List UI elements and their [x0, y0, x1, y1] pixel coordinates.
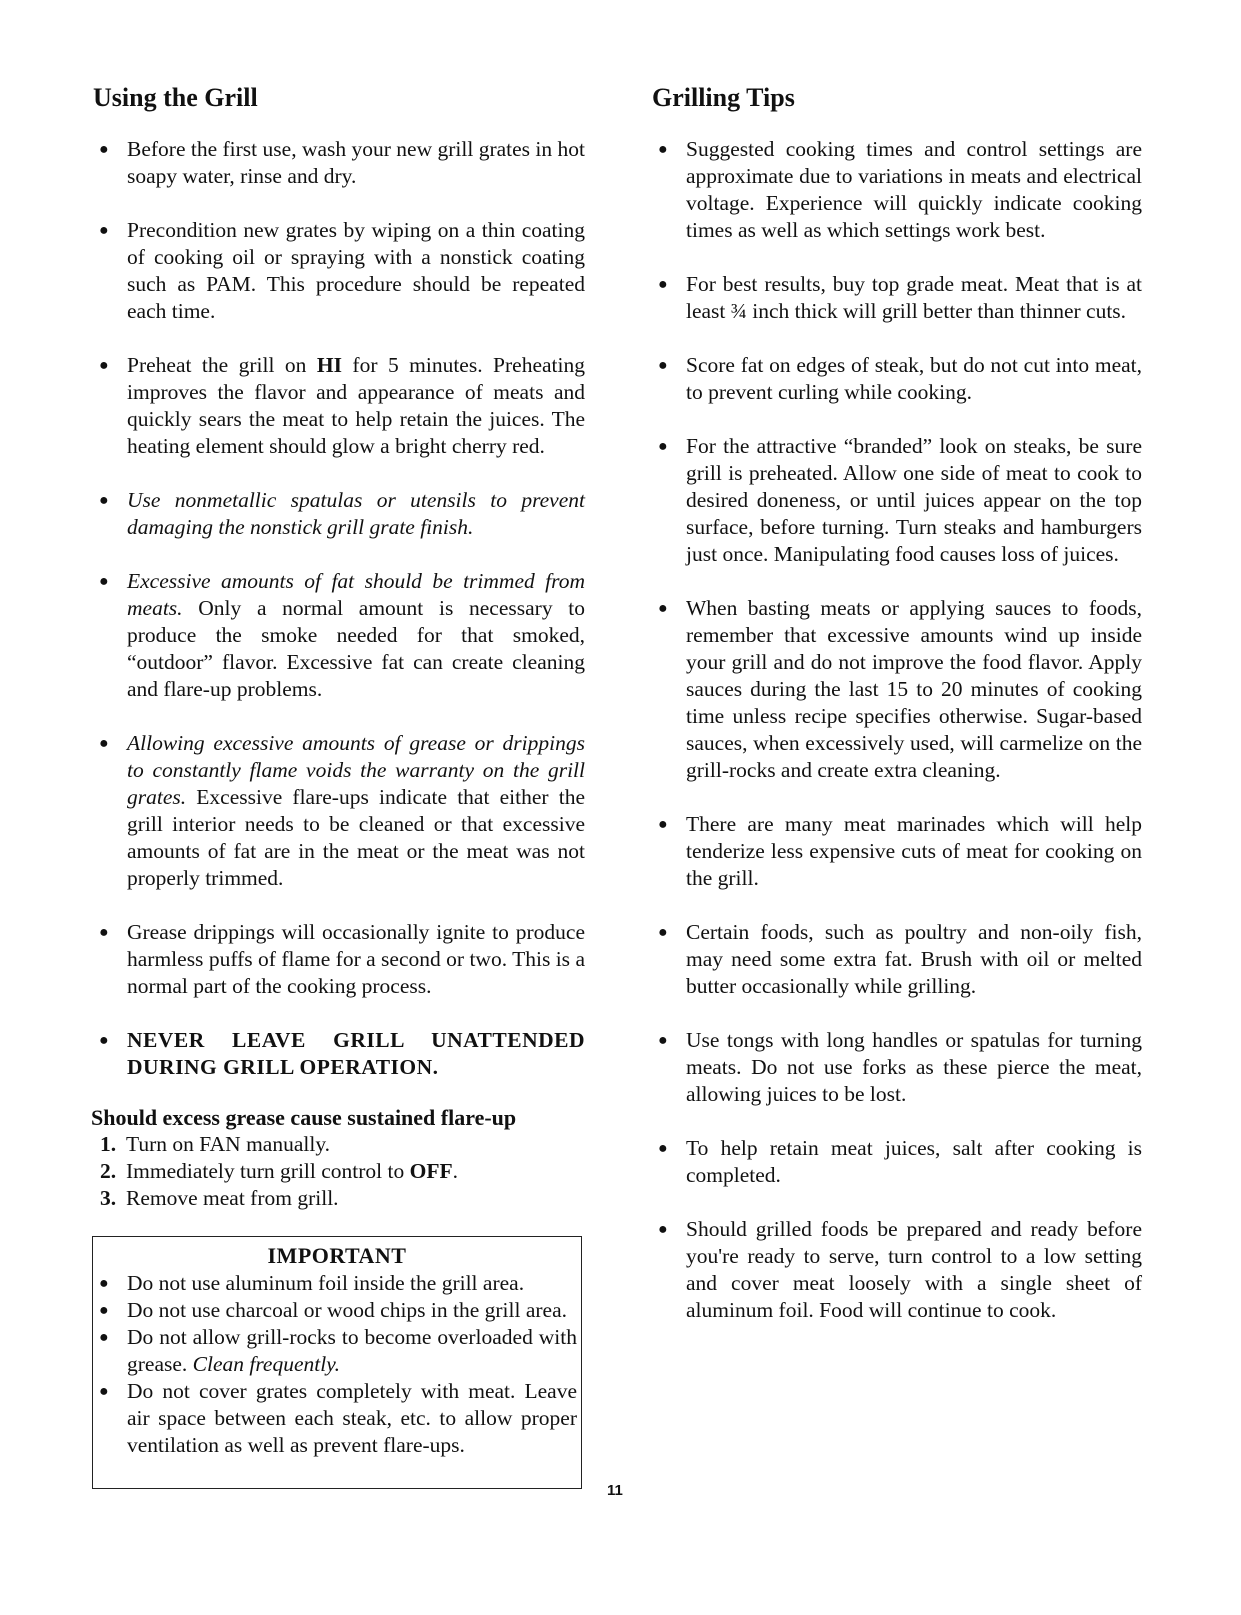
- list-item: ● Do not use charcoal or wood chips in the grill area.: [93, 1297, 577, 1324]
- list-item: ● For the attractive “branded” look on steaks, be sure grill is preheated. Allow one side of meat to cook to desired doneness, or until juices appear on the top surface, before turning. Turn steaks and hamburgers just once. Manipulating food causes loss of juices.: [652, 433, 1142, 568]
- important-box: [92, 1236, 582, 1489]
- list-item: ● Certain foods, such as poultry and non-oily fish, may need some extra fat. Brush with oil or melted butter occasionally while grilling.: [652, 919, 1142, 1000]
- list-item: ● Do not use aluminum foil inside the grill area.: [93, 1270, 577, 1297]
- list-item: ● When basting meats or applying sauces to foods, remember that excessive amounts wind up inside your grill and do not improve the food flavor. Apply sauces during the last 15 to 20 minutes of cooking time unless recipe specifies otherwise. Sugar-based sauces, when excessively used, will carmelize on the grill-rocks and create extra cleaning.: [652, 595, 1142, 784]
- flare-up-heading: Should excess grease cause sustained flare-up: [91, 1105, 517, 1130]
- important-list: [93, 1270, 581, 1459]
- step-item: 2. Immediately turn grill control to OFF.: [100, 1159, 458, 1183]
- list-item: ● Do not allow grill-rocks to become overloaded with grease. Clean frequently.: [93, 1324, 577, 1378]
- grilling-tips-list: [652, 136, 1142, 1324]
- list-item: ● For best results, buy top grade meat. Meat that is at least ¾ inch thick will grill better than thinner cuts.: [652, 271, 1142, 325]
- important-title: IMPORTANT: [267, 1243, 407, 1268]
- step-item: 3. Remove meat from grill.: [100, 1186, 339, 1210]
- using-grill-list: [93, 136, 585, 1081]
- list-item: ● Should grilled foods be prepared and ready before you're ready to serve, turn control to a low setting and cover meat loosely with a single sheet of aluminum foil. Food will continue to cook.: [652, 1216, 1142, 1324]
- page-number: 11: [607, 1482, 623, 1499]
- list-item: ● Use tongs with long handles or spatulas for turning meats. Do not use forks as these pierce the meat, allowing juices to be lost.: [652, 1027, 1142, 1108]
- list-item: ● Preheat the grill on HI for 5 minutes. Preheating improves the flavor and appearance of meats and quickly sears the meat to help retain the juices. The heating element should glow a bright cherry red.: [93, 352, 585, 460]
- list-item: ● Precondition new grates by wiping on a thin coating of cooking oil or spraying with a nonstick coating such as PAM. This procedure should be repeated each time.: [93, 217, 585, 325]
- grilling-tips-heading: Grilling Tips: [652, 83, 795, 112]
- list-item: ● To help retain meat juices, salt after cooking is completed.: [652, 1135, 1142, 1189]
- warning-item: ● NEVER LEAVE GRILL UNATTENDED DURING GRILL OPERATION.: [93, 1027, 585, 1081]
- right-column: [652, 82, 1142, 1351]
- list-item: ● Do not cover grates completely with meat. Leave air space between each steak, etc. to allow proper ventilation as well as prevent flare-ups.: [93, 1378, 577, 1459]
- using-grill-heading: Using the Grill: [93, 83, 258, 112]
- list-item: ● Grease drippings will occasionally ignite to produce harmless puffs of flame for a second or two. This is a normal part of the cooking process.: [93, 919, 585, 1000]
- flare-up-steps: [93, 1131, 585, 1212]
- list-item: ● Before the first use, wash your new grill grates in hot soapy water, rinse and dry.: [93, 136, 585, 190]
- left-column: [93, 82, 585, 1212]
- list-item: ● Excessive amounts of fat should be trimmed from meats. Only a normal amount is necessary to produce the smoke needed for that smoked, “outdoor” flavor. Excessive fat can create cleaning and flare-up problems.: [93, 568, 585, 703]
- list-item: ● There are many meat marinades which will help tenderize less expensive cuts of meat for cooking on the grill.: [652, 811, 1142, 892]
- list-item: ● Suggested cooking times and control settings are approximate due to variations in meats and electrical voltage. Experience will quickly indicate cooking times as well as which settings work best.: [652, 136, 1142, 244]
- step-item: 1. Turn on FAN manually.: [100, 1132, 331, 1156]
- list-item: ● Score fat on edges of steak, but do not cut into meat, to prevent curling while cooking.: [652, 352, 1142, 406]
- list-item: ● Use nonmetallic spatulas or utensils to prevent damaging the nonstick grill grate finish.: [93, 487, 585, 541]
- list-item: ● Allowing excessive amounts of grease or drippings to constantly flame voids the warranty on the grill grates. Excessive flare-ups indicate that either the grill interior needs to be cleaned or that excessive amounts of fat are in the meat or the meat was not properly trimmed.: [93, 730, 585, 892]
